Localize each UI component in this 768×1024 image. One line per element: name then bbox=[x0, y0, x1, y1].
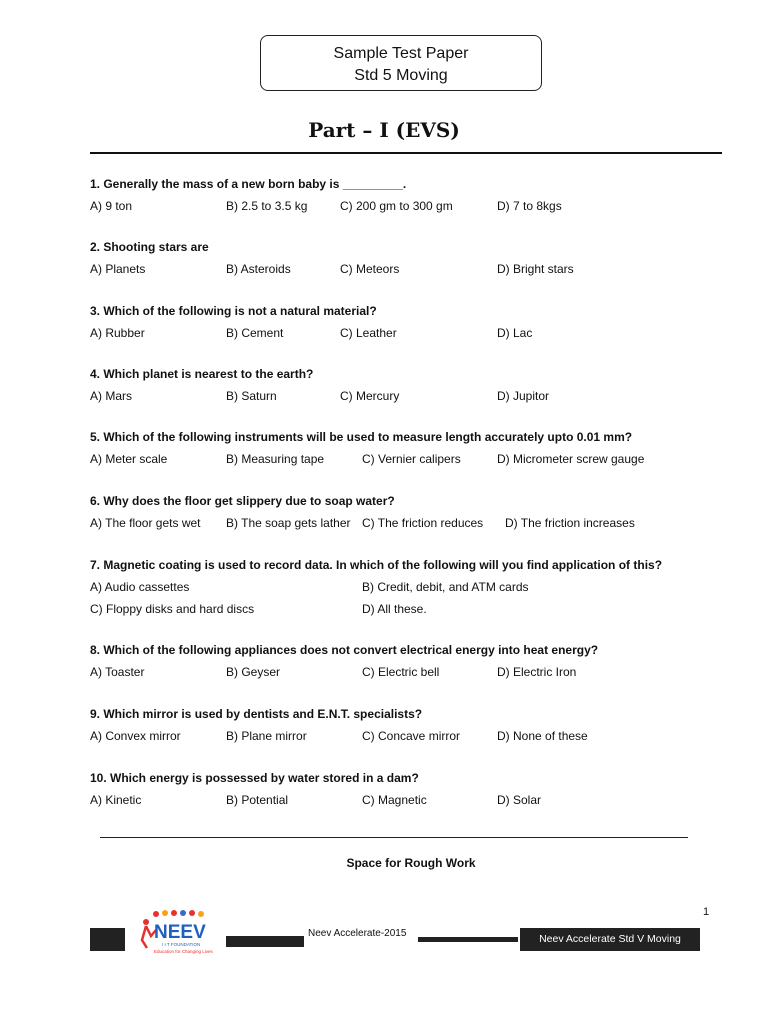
option-a: A) Kinetic bbox=[90, 793, 142, 807]
option-a: A) Rubber bbox=[90, 326, 145, 340]
question-8 bbox=[90, 641, 730, 685]
option-a: A) Convex mirror bbox=[90, 729, 181, 743]
header-divider bbox=[90, 152, 722, 154]
option-c: C) Mercury bbox=[340, 389, 400, 403]
rough-work-divider bbox=[100, 837, 688, 838]
page-number: 1 bbox=[703, 906, 710, 918]
question-1 bbox=[90, 175, 730, 219]
options-row bbox=[90, 260, 730, 282]
option-b: B) The soap gets lather bbox=[226, 516, 351, 530]
option-c: C) Floppy disks and hard discs bbox=[90, 602, 255, 616]
option-c: C) The friction reduces bbox=[362, 516, 484, 530]
option-a: A) Meter scale bbox=[90, 452, 168, 466]
options-row bbox=[90, 578, 730, 600]
options-row bbox=[90, 514, 730, 536]
neev-logo-icon bbox=[138, 908, 218, 960]
option-c: C) Electric bell bbox=[362, 665, 440, 679]
svg-text:I I T FOUNDATION: I I T FOUNDATION bbox=[162, 942, 201, 947]
question-6 bbox=[90, 492, 730, 536]
question-5 bbox=[90, 428, 730, 472]
question-text: 9. Which mirror is used by dentists and E.N.T. specialists? bbox=[90, 707, 423, 721]
question-text: 6. Why does the floor get slippery due to soap water? bbox=[90, 494, 395, 508]
title-box bbox=[260, 35, 542, 91]
option-a: A) Audio cassettes bbox=[90, 580, 190, 594]
neev-logo bbox=[138, 908, 218, 960]
option-b: B) 2.5 to 3.5 kg bbox=[226, 199, 308, 213]
option-a: A) Toaster bbox=[90, 665, 145, 679]
option-c: C) Magnetic bbox=[362, 793, 427, 807]
question-2 bbox=[90, 238, 730, 282]
options-row bbox=[90, 791, 730, 813]
option-b: B) Plane mirror bbox=[226, 729, 307, 743]
svg-text:Education for Changing Lives: Education for Changing Lives bbox=[154, 949, 213, 954]
option-a: A) Planets bbox=[90, 262, 146, 276]
option-d: D) The friction increases bbox=[505, 516, 635, 530]
options-row bbox=[90, 387, 730, 409]
option-d: D) Electric Iron bbox=[497, 665, 577, 679]
option-c: C) Concave mirror bbox=[362, 729, 461, 743]
option-b: B) Saturn bbox=[226, 389, 277, 403]
question-text: 2. Shooting stars are bbox=[90, 240, 209, 254]
option-c: C) Leather bbox=[340, 326, 397, 340]
options-row bbox=[90, 663, 730, 685]
option-b: B) Asteroids bbox=[226, 262, 291, 276]
rough-work-label: Space for Rough Work bbox=[346, 856, 476, 870]
question-text: 3. Which of the following is not a natural material? bbox=[90, 304, 377, 318]
question-9 bbox=[90, 705, 730, 749]
question-text: 4. Which planet is nearest to the earth? bbox=[90, 367, 314, 381]
question-3 bbox=[90, 302, 730, 346]
option-d: D) Jupitor bbox=[497, 389, 550, 403]
footer-block-left bbox=[90, 928, 125, 951]
option-b: B) Cement bbox=[226, 326, 284, 340]
part-title: Part – I (EVS) bbox=[308, 118, 460, 142]
footer-center-text: Neev Accelerate-2015 bbox=[308, 928, 407, 939]
footer-right-label: Neev Accelerate Std V Moving bbox=[520, 928, 700, 951]
option-d: D) Bright stars bbox=[497, 262, 574, 276]
option-c: C) 200 gm to 300 gm bbox=[340, 199, 453, 213]
option-c: C) Meteors bbox=[340, 262, 400, 276]
option-a: A) The floor gets wet bbox=[90, 516, 201, 530]
svg-text:NEEV: NEEV bbox=[154, 922, 206, 943]
question-10 bbox=[90, 769, 730, 813]
options-row bbox=[90, 600, 730, 622]
options-row bbox=[90, 324, 730, 346]
option-d: D) None of these bbox=[497, 729, 588, 743]
option-a: A) Mars bbox=[90, 389, 132, 403]
option-d: D) Solar bbox=[497, 793, 542, 807]
question-4 bbox=[90, 365, 730, 409]
paper-title: Sample Test Paper bbox=[333, 45, 469, 62]
option-b: B) Credit, debit, and ATM cards bbox=[362, 580, 529, 594]
option-d: D) All these. bbox=[362, 602, 427, 616]
footer-block-mid bbox=[226, 936, 304, 947]
option-b: B) Measuring tape bbox=[226, 452, 325, 466]
question-text: 5. Which of the following instruments will be used to measure length accurately upto 0.01 mm? bbox=[90, 430, 633, 444]
option-b: B) Potential bbox=[226, 793, 289, 807]
question-text: 1. Generally the mass of a new born baby is _________. bbox=[90, 177, 407, 191]
footer-block-small bbox=[418, 937, 518, 942]
option-d: D) 7 to 8kgs bbox=[497, 199, 562, 213]
option-d: D) Lac bbox=[497, 326, 533, 340]
option-d: D) Micrometer screw gauge bbox=[497, 452, 645, 466]
question-text: 10. Which energy is possessed by water stored in a dam? bbox=[90, 771, 419, 785]
paper-subtitle: Std 5 Moving bbox=[354, 67, 448, 84]
options-row bbox=[90, 197, 730, 219]
option-b: B) Geyser bbox=[226, 665, 281, 679]
question-text: 7. Magnetic coating is used to record data. In which of the following will you find application of this? bbox=[90, 558, 663, 572]
question-7 bbox=[90, 556, 730, 622]
options-row bbox=[90, 727, 730, 749]
options-row bbox=[90, 450, 730, 472]
option-a: A) 9 ton bbox=[90, 199, 133, 213]
option-c: C) Vernier calipers bbox=[362, 452, 461, 466]
question-text: 8. Which of the following appliances does not convert electrical energy into heat energy? bbox=[90, 643, 599, 657]
